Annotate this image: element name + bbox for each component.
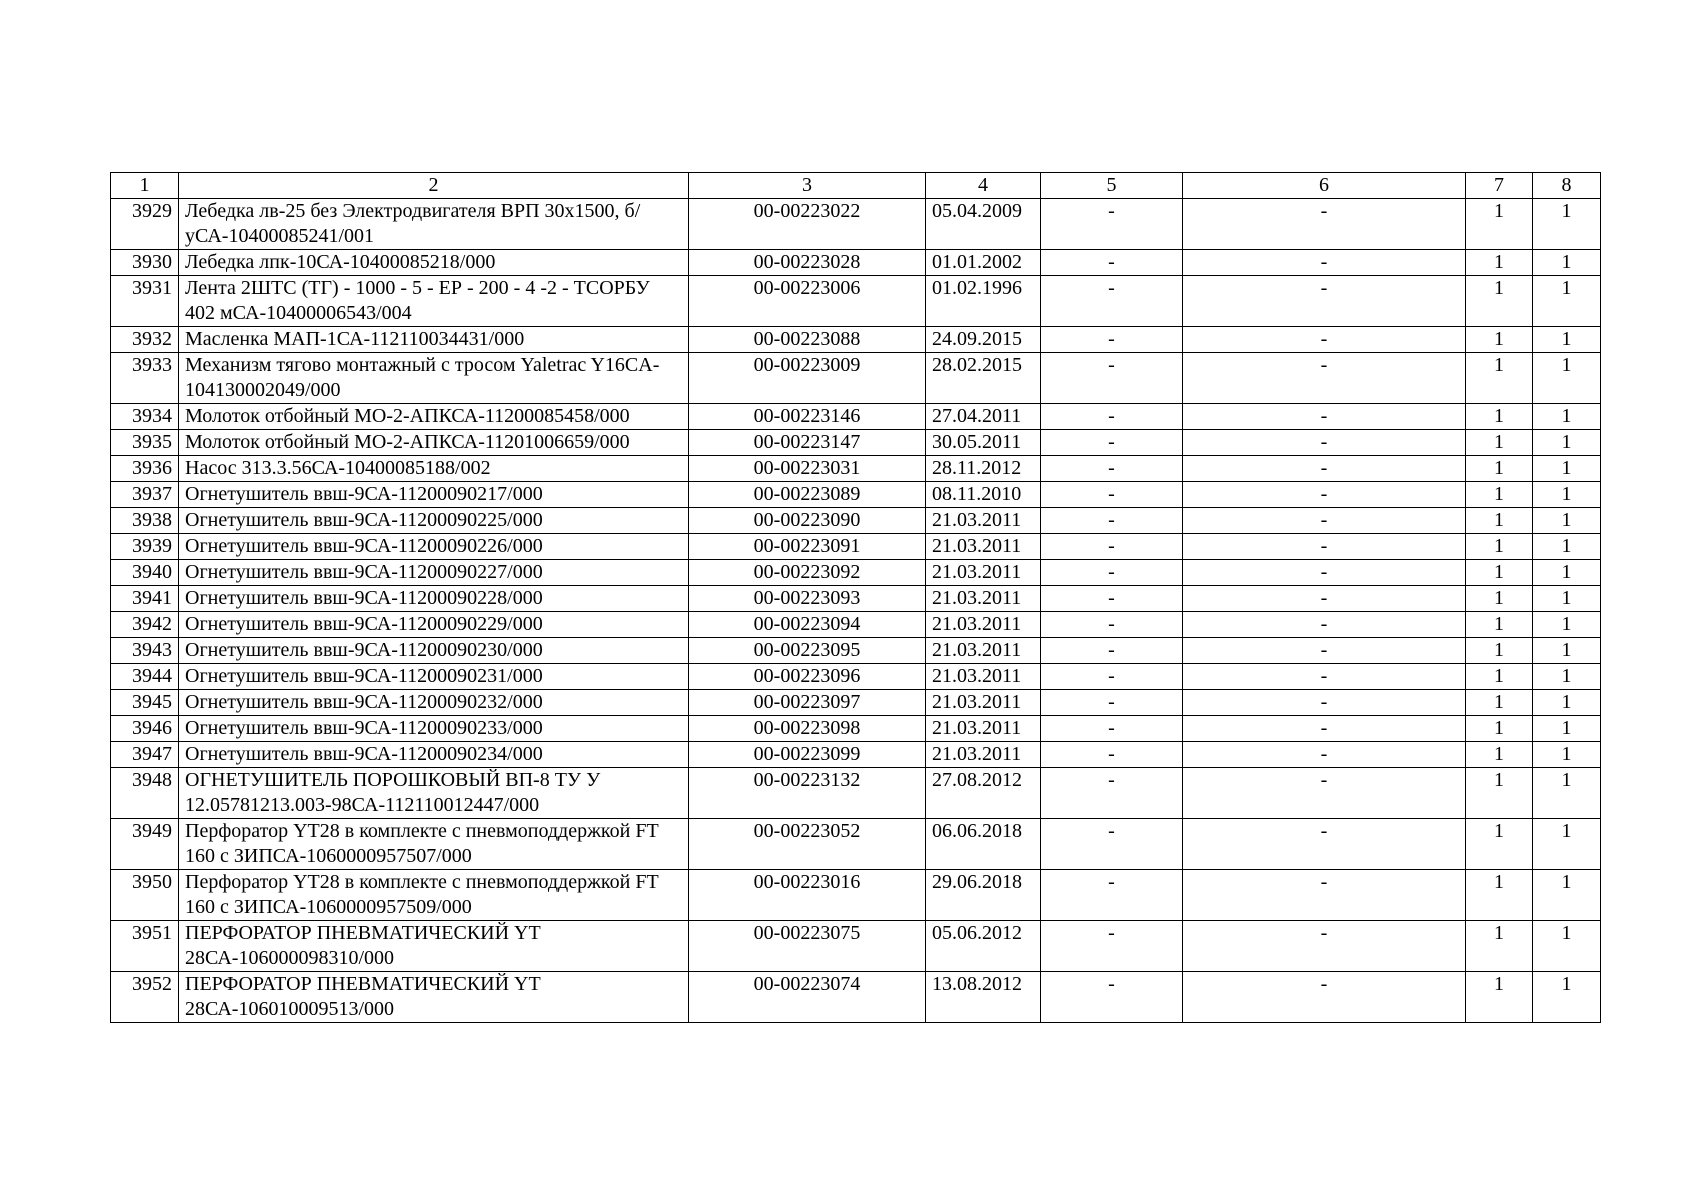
row-number: 3946 [111,716,179,742]
acquisition-date: 21.03.2011 [926,742,1041,768]
row-number: 3939 [111,534,179,560]
acquisition-date: 01.01.2002 [926,250,1041,276]
column-7-value: 1 [1466,870,1533,921]
inventory-table [110,172,1601,1023]
column-8-value: 1 [1533,870,1601,921]
column-6-value: - [1183,404,1466,430]
column-6-value: - [1183,482,1466,508]
column-5-value: - [1041,972,1183,1023]
acquisition-date: 21.03.2011 [926,534,1041,560]
acquisition-date: 21.03.2011 [926,508,1041,534]
column-7-value: 1 [1466,690,1533,716]
column-7-value: 1 [1466,534,1533,560]
inventory-code: 00-00223052 [689,819,926,870]
acquisition-date: 27.08.2012 [926,768,1041,819]
column-7-value: 1 [1466,819,1533,870]
row-number: 3940 [111,560,179,586]
item-name: Огнетушитель ввш-9СА-11200090226/000 [179,534,689,560]
column-8-value: 1 [1533,534,1601,560]
inventory-code: 00-00223093 [689,586,926,612]
acquisition-date: 13.08.2012 [926,972,1041,1023]
table-row [111,742,1601,768]
column-6-value: - [1183,819,1466,870]
column-5-value: - [1041,768,1183,819]
column-header-7: 7 [1466,173,1533,199]
row-number: 3937 [111,482,179,508]
column-7-value: 1 [1466,327,1533,353]
table-row [111,690,1601,716]
inventory-code: 00-00223009 [689,353,926,404]
column-8-value: 1 [1533,638,1601,664]
table-row [111,819,1601,870]
column-header-6: 6 [1183,173,1466,199]
acquisition-date: 21.03.2011 [926,560,1041,586]
table-row [111,250,1601,276]
row-number: 3944 [111,664,179,690]
table-row [111,327,1601,353]
row-number: 3945 [111,690,179,716]
item-name: Огнетушитель ввш-9СА-11200090233/000 [179,716,689,742]
item-name: Огнетушитель ввш-9СА-11200090227/000 [179,560,689,586]
column-7-value: 1 [1466,560,1533,586]
row-number: 3941 [111,586,179,612]
column-8-value: 1 [1533,586,1601,612]
column-8-value: 1 [1533,921,1601,972]
table-row [111,921,1601,972]
acquisition-date: 24.09.2015 [926,327,1041,353]
inventory-code: 00-00223099 [689,742,926,768]
acquisition-date: 27.04.2011 [926,404,1041,430]
column-6-value: - [1183,586,1466,612]
column-7-value: 1 [1466,456,1533,482]
item-name: Огнетушитель ввш-9СА-11200090228/000 [179,586,689,612]
inventory-code: 00-00223091 [689,534,926,560]
column-6-value: - [1183,508,1466,534]
column-5-value: - [1041,716,1183,742]
table-row [111,560,1601,586]
table-row [111,404,1601,430]
table-row [111,482,1601,508]
column-5-value: - [1041,353,1183,404]
table-row [111,586,1601,612]
acquisition-date: 21.03.2011 [926,638,1041,664]
row-number: 3930 [111,250,179,276]
column-8-value: 1 [1533,482,1601,508]
table-row [111,199,1601,250]
inventory-code: 00-00223028 [689,250,926,276]
row-number: 3942 [111,612,179,638]
column-8-value: 1 [1533,560,1601,586]
acquisition-date: 28.02.2015 [926,353,1041,404]
column-7-value: 1 [1466,250,1533,276]
column-5-value: - [1041,534,1183,560]
column-7-value: 1 [1466,972,1533,1023]
acquisition-date: 30.05.2011 [926,430,1041,456]
item-name: Лента 2ШТС (ТГ) - 1000 - 5 - ЕР - 200 - 4 -2 - ТСОРБУ 402 мСА-10400006543/004 [179,276,689,327]
inventory-code: 00-00223146 [689,404,926,430]
column-7-value: 1 [1466,742,1533,768]
column-5-value: - [1041,250,1183,276]
item-name: Перфоратор YT28 в комплекте с пневмоподдержкой FT 160 с ЗИПСА-1060000957507/000 [179,819,689,870]
column-header-3: 3 [689,173,926,199]
item-name: Огнетушитель ввш-9СА-11200090231/000 [179,664,689,690]
inventory-code: 00-00223075 [689,921,926,972]
column-6-value: - [1183,768,1466,819]
column-7-value: 1 [1466,482,1533,508]
column-8-value: 1 [1533,250,1601,276]
column-6-value: - [1183,690,1466,716]
column-8-value: 1 [1533,404,1601,430]
column-7-value: 1 [1466,612,1533,638]
row-number: 3936 [111,456,179,482]
column-7-value: 1 [1466,508,1533,534]
column-6-value: - [1183,456,1466,482]
column-7-value: 1 [1466,921,1533,972]
column-6-value: - [1183,534,1466,560]
column-6-value: - [1183,353,1466,404]
inventory-code: 00-00223095 [689,638,926,664]
column-5-value: - [1041,276,1183,327]
column-8-value: 1 [1533,819,1601,870]
row-number: 3931 [111,276,179,327]
acquisition-date: 08.11.2010 [926,482,1041,508]
table-row [111,430,1601,456]
column-7-value: 1 [1466,353,1533,404]
column-8-value: 1 [1533,199,1601,250]
row-number: 3933 [111,353,179,404]
acquisition-date: 05.04.2009 [926,199,1041,250]
column-7-value: 1 [1466,430,1533,456]
column-5-value: - [1041,199,1183,250]
row-number: 3947 [111,742,179,768]
item-name: Масленка МАП-1СА-112110034431/000 [179,327,689,353]
acquisition-date: 29.06.2018 [926,870,1041,921]
column-6-value: - [1183,664,1466,690]
item-name: Насос 313.3.56СА-10400085188/002 [179,456,689,482]
column-6-value: - [1183,870,1466,921]
acquisition-date: 28.11.2012 [926,456,1041,482]
column-5-value: - [1041,819,1183,870]
table-row [111,638,1601,664]
column-7-value: 1 [1466,404,1533,430]
item-name: Лебедка лпк-10СА-10400085218/000 [179,250,689,276]
column-8-value: 1 [1533,276,1601,327]
table-row [111,768,1601,819]
column-5-value: - [1041,690,1183,716]
column-header-2: 2 [179,173,689,199]
inventory-code: 00-00223098 [689,716,926,742]
row-number: 3934 [111,404,179,430]
row-number: 3948 [111,768,179,819]
inventory-code: 00-00223094 [689,612,926,638]
table-row [111,716,1601,742]
header-row [111,173,1601,199]
column-5-value: - [1041,638,1183,664]
column-6-value: - [1183,250,1466,276]
column-8-value: 1 [1533,716,1601,742]
column-5-value: - [1041,456,1183,482]
table-row [111,353,1601,404]
acquisition-date: 21.03.2011 [926,664,1041,690]
column-8-value: 1 [1533,430,1601,456]
row-number: 3932 [111,327,179,353]
column-8-value: 1 [1533,327,1601,353]
column-7-value: 1 [1466,199,1533,250]
item-name: Огнетушитель ввш-9СА-11200090234/000 [179,742,689,768]
column-8-value: 1 [1533,612,1601,638]
acquisition-date: 21.03.2011 [926,612,1041,638]
column-6-value: - [1183,199,1466,250]
column-5-value: - [1041,327,1183,353]
item-name: Огнетушитель ввш-9СА-11200090232/000 [179,690,689,716]
table-row [111,664,1601,690]
column-5-value: - [1041,742,1183,768]
table-row [111,508,1601,534]
column-7-value: 1 [1466,768,1533,819]
column-8-value: 1 [1533,508,1601,534]
acquisition-date: 06.06.2018 [926,819,1041,870]
inventory-code: 00-00223089 [689,482,926,508]
column-7-value: 1 [1466,638,1533,664]
table-row [111,456,1601,482]
acquisition-date: 21.03.2011 [926,716,1041,742]
column-header-8: 8 [1533,173,1601,199]
column-6-value: - [1183,276,1466,327]
column-6-value: - [1183,612,1466,638]
item-name: Огнетушитель ввш-9СА-11200090225/000 [179,508,689,534]
item-name: ПЕРФОРАТОР ПНЕВМАТИЧЕСКИЙ YT 28СА-106000098310/000 [179,921,689,972]
inventory-code: 00-00223022 [689,199,926,250]
column-8-value: 1 [1533,742,1601,768]
table-body [111,199,1601,1023]
item-name: Перфоратор YT28 в комплекте с пневмоподдержкой FT 160 с ЗИПСА-1060000957509/000 [179,870,689,921]
item-name: ОГНЕТУШИТЕЛЬ ПОРОШКОВЫЙ ВП-8 ТУ У 12.05781213.003-98СА-112110012447/000 [179,768,689,819]
item-name: Огнетушитель ввш-9СА-11200090229/000 [179,612,689,638]
column-5-value: - [1041,482,1183,508]
column-5-value: - [1041,664,1183,690]
inventory-code: 00-00223147 [689,430,926,456]
column-8-value: 1 [1533,768,1601,819]
column-5-value: - [1041,921,1183,972]
column-header-4: 4 [926,173,1041,199]
row-number: 3949 [111,819,179,870]
column-7-value: 1 [1466,276,1533,327]
column-6-value: - [1183,972,1466,1023]
item-name: Огнетушитель ввш-9СА-11200090230/000 [179,638,689,664]
inventory-code: 00-00223096 [689,664,926,690]
acquisition-date: 05.06.2012 [926,921,1041,972]
column-header-5: 5 [1041,173,1183,199]
inventory-code: 00-00223016 [689,870,926,921]
column-6-value: - [1183,327,1466,353]
row-number: 3950 [111,870,179,921]
item-name: Лебедка лв-25 без Электродвигателя ВРП 30х1500, б/уСА-10400085241/001 [179,199,689,250]
inventory-code: 00-00223074 [689,972,926,1023]
acquisition-date: 21.03.2011 [926,586,1041,612]
item-name: ПЕРФОРАТОР ПНЕВМАТИЧЕСКИЙ YT 28СА-106010009513/000 [179,972,689,1023]
acquisition-date: 21.03.2011 [926,690,1041,716]
table-row [111,612,1601,638]
row-number: 3938 [111,508,179,534]
row-number: 3952 [111,972,179,1023]
column-5-value: - [1041,430,1183,456]
column-5-value: - [1041,508,1183,534]
table-row [111,972,1601,1023]
inventory-code: 00-00223090 [689,508,926,534]
column-6-value: - [1183,921,1466,972]
column-5-value: - [1041,586,1183,612]
column-5-value: - [1041,560,1183,586]
column-7-value: 1 [1466,586,1533,612]
column-5-value: - [1041,404,1183,430]
column-6-value: - [1183,638,1466,664]
column-6-value: - [1183,716,1466,742]
column-8-value: 1 [1533,456,1601,482]
inventory-code: 00-00223031 [689,456,926,482]
column-8-value: 1 [1533,353,1601,404]
inventory-code: 00-00223006 [689,276,926,327]
item-name: Молоток отбойный МО-2-АПКСА-11201006659/000 [179,430,689,456]
inventory-code: 00-00223088 [689,327,926,353]
row-number: 3929 [111,199,179,250]
column-7-value: 1 [1466,716,1533,742]
table-row [111,870,1601,921]
column-8-value: 1 [1533,972,1601,1023]
table-row [111,276,1601,327]
inventory-code: 00-00223097 [689,690,926,716]
column-8-value: 1 [1533,690,1601,716]
item-name: Механизм тягово монтажный с тросом Yaletrac Y16CA-104130002049/000 [179,353,689,404]
column-header-1: 1 [111,173,179,199]
column-6-value: - [1183,560,1466,586]
acquisition-date: 01.02.1996 [926,276,1041,327]
column-5-value: - [1041,870,1183,921]
column-5-value: - [1041,612,1183,638]
inventory-code: 00-00223132 [689,768,926,819]
item-name: Молоток отбойный МО-2-АПКСА-11200085458/000 [179,404,689,430]
inventory-code: 00-00223092 [689,560,926,586]
column-6-value: - [1183,430,1466,456]
column-7-value: 1 [1466,664,1533,690]
row-number: 3935 [111,430,179,456]
item-name: Огнетушитель ввш-9СА-11200090217/000 [179,482,689,508]
row-number: 3951 [111,921,179,972]
column-6-value: - [1183,742,1466,768]
column-8-value: 1 [1533,664,1601,690]
table-row [111,534,1601,560]
row-number: 3943 [111,638,179,664]
